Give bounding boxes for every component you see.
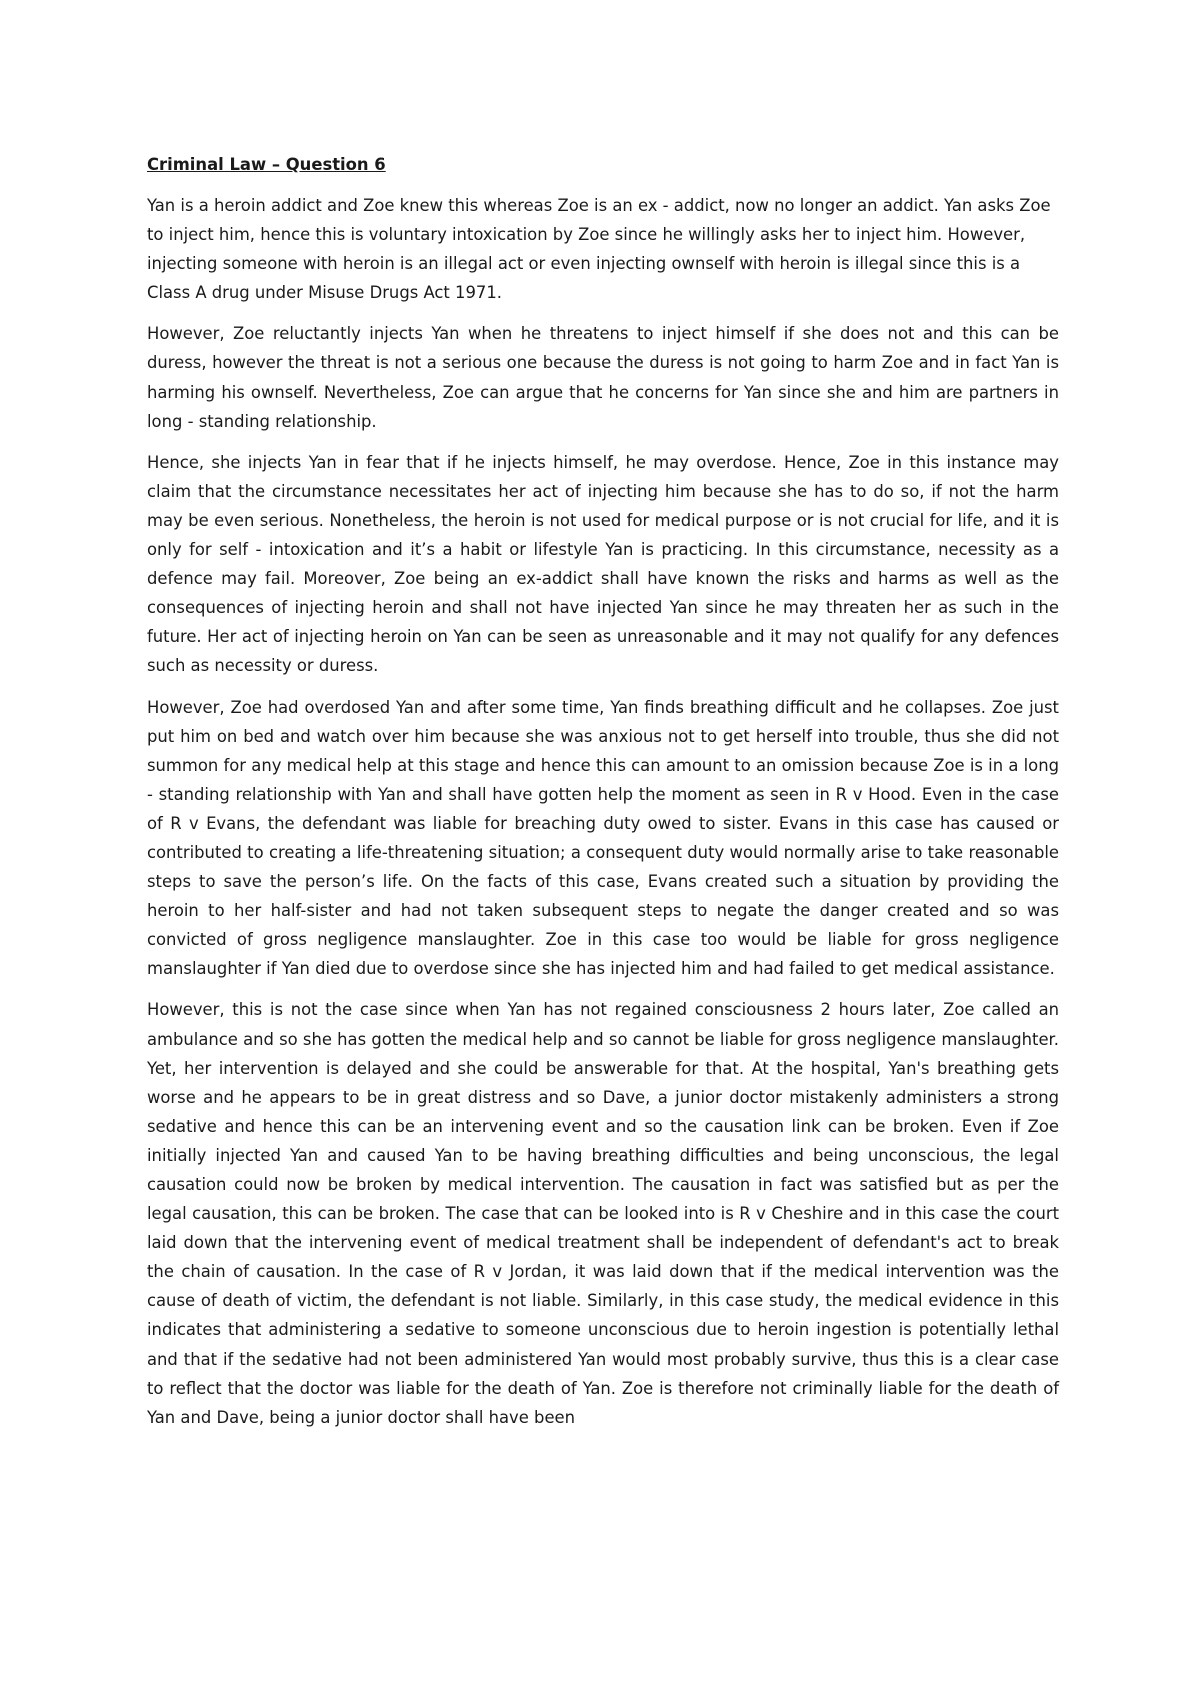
paragraph-4: However, Zoe had overdosed Yan and after some time, Yan finds breathing difficult and he collapses. Zoe just put him on bed and watch over him because she was anxious not to get herself into trouble, thus she did not summon for any medical help at this stage and hence this can amount to an omission because Zoe is in a long - standing relationship with Yan and shall have gotten help the moment as seen in R v Hood. Even in the case of R v Evans, the defendant was liable for breaching duty owed to sister. Evans in this case has caused or contributed to creating a life-threatening situation; a consequent duty would normally arise to take reasonable steps to save the person’s life. On the facts of this case, Evans created such a situation by providing the heroin to her half-sister and had not taken subsequent steps to negate the danger created and so was convicted of gross negligence manslaughter. Zoe in this case too would be liable for gross negligence manslaughter if Yan died due to overdose since she has injected him and had failed to get medical assistance. — [147, 697, 1059, 979]
document-body — [147, 150, 1059, 1444]
paragraph-1: Yan is a heroin addict and Zoe knew this whereas Zoe is an ex - addict, now no longer an addict. Yan asks Zoe to inject him, hence this is voluntary intoxication by Zoe since he willingly asks her to inject him. However, injecting someone with heroin is an illegal act or even injecting ownself with heroin is illegal since this is a Class A drug under Misuse Drugs Act 1971. — [147, 196, 1051, 303]
paragraph-3: Hence, she injects Yan in fear that if he injects himself, he may overdose. Hence, Zoe in this instance may claim that the circumstance necessitates her act of injecting him because she has to do so, if not the harm may be even serious. Nonetheless, the heroin is not used for medical purpose or is not crucial for life, and it is only for self - intoxication and it’s a habit or lifestyle Yan is practicing. In this circumstance, necessity as a defence may fail. Moreover, Zoe being an ex-addict shall have known the risks and harms as well as the consequences of injecting heroin and shall not have injected Yan since he may threaten her as such in the future. Her act of injecting heroin on Yan can be seen as unreasonable and it may not qualify for any defences such as necessity or duress. — [147, 452, 1059, 676]
paragraph-2: However, Zoe reluctantly injects Yan when he threatens to inject himself if she does not and this can be duress, however the threat is not a serious one because the duress is not going to harm Zoe and in fact Yan is harming his ownself. Nevertheless, Zoe can argue that he concerns for Yan since she and him are partners in long - standing relationship. — [147, 324, 1059, 431]
document-title: Criminal Law – Question 6 — [147, 155, 386, 174]
paragraph-5: However, this is not the case since when Yan has not regained consciousness 2 hours later, Zoe called an ambulance and so she has gotten the medical help and so cannot be liable for gross negligence manslaughter. Yet, her intervention is delayed and she could be answerable for that. At the hospital, Yan's breathing gets worse and he appears to be in great distress and so Dave, a junior doctor mistakenly administers a strong sedative and hence this can be an intervening event and so the causation link can be broken. Even if Zoe initially injected Yan and caused Yan to be having breathing difficulties and being unconscious, the legal causation could now be broken by medical intervention. The causation in fact was satisfied but as per the legal causation, this can be broken. The case that can be looked into is R v Cheshire and in this case the court laid down that the intervening event of medical treatment shall be independent of defendant's act to break the chain of causation. In the case of R v Jordan, it was laid down that if the medical intervention was the cause of death of victim, the defendant is not liable. Similarly, in this case study, the medical evidence in this indicates that administering a sedative to someone unconscious due to heroin ingestion is potentially lethal and that if the sedative had not been administered Yan would most probably survive, thus this is a clear case to reflect that the doctor was liable for the death of Yan. Zoe is therefore not criminally liable for the death of Yan and Dave, being a junior doctor shall have been — [147, 1000, 1059, 1427]
